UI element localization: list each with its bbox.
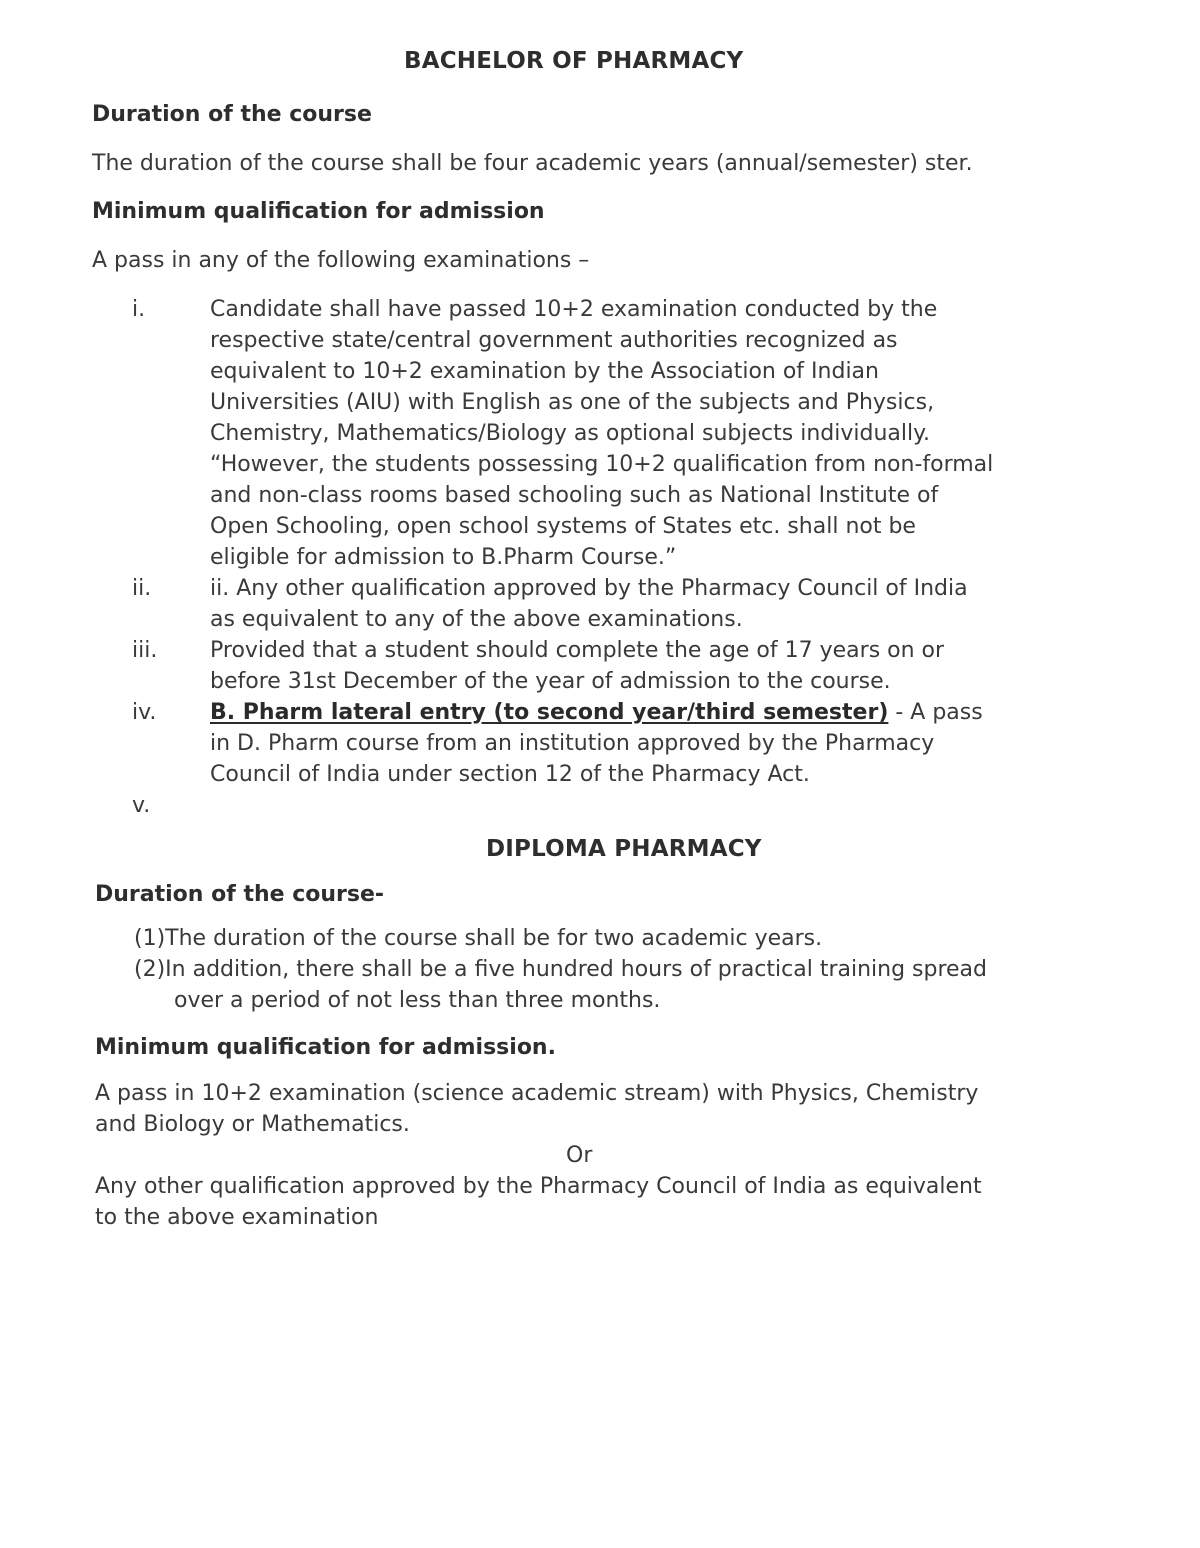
item-first-line	[210, 697, 1090, 728]
item-numeral: iii.	[132, 638, 158, 663]
qualification-line: A pass in 10+2 examination (science academic stream) with Physics, Chemistry	[95, 1081, 979, 1106]
dpharm-title: DIPLOMA PHARMACY	[486, 836, 762, 862]
item-line: ii. Any other qualification approved by the Pharmacy Council of India	[210, 576, 968, 601]
item-line: equivalent to 10+2 examination by the Association of Indian	[210, 359, 879, 384]
item-numeral: iv.	[132, 700, 157, 725]
item-numeral: v.	[132, 793, 151, 818]
item-line: “However, the students possessing 10+2 qualification from non-formal	[210, 452, 994, 477]
item-line: Open Schooling, open school systems of States etc. shall not be	[210, 514, 916, 539]
dpharm-duration-heading: Duration of the course-	[95, 882, 385, 907]
lateral-entry-heading: B. Pharm lateral entry (to second year/third semester)	[210, 700, 889, 725]
item-line: Chemistry, Mathematics/Biology as optional subjects individually.	[210, 421, 930, 446]
list-item	[210, 635, 1090, 697]
item-line: Candidate shall have passed 10+2 examination conducted by the	[210, 297, 938, 322]
bpharm-qualification-intro: A pass in any of the following examinations –	[92, 248, 590, 273]
bpharm-qualification-heading: Minimum qualification for admission	[92, 199, 545, 224]
duration-item: (2)In addition, there shall be a five hundred hours of practical training spread	[134, 957, 988, 982]
list-item	[210, 294, 1090, 573]
item-line: Provided that a student should complete the age of 17 years on or	[210, 638, 945, 663]
item-line: eligible for admission to B.Pharm Course.”	[210, 545, 677, 570]
item-numeral: i.	[132, 297, 146, 322]
item-numeral: ii.	[132, 576, 152, 601]
duration-item: (1)The duration of the course shall be for two academic years.	[134, 926, 823, 951]
item-line: before 31st December of the year of admission to the course.	[210, 669, 891, 694]
list-item	[210, 697, 1090, 790]
dpharm-qualification-heading: Minimum qualification for admission.	[95, 1035, 556, 1060]
item-line: Council of India under section 12 of the Pharmacy Act.	[210, 762, 810, 787]
list-item	[210, 573, 1090, 635]
bpharm-duration-heading: Duration of the course	[92, 102, 372, 127]
duration-item-continued: over a period of not less than three months.	[174, 988, 661, 1013]
bpharm-duration-text: The duration of the course shall be four academic years (annual/semester) ster.	[92, 151, 973, 176]
item-line: respective state/central government authorities recognized as	[210, 328, 898, 353]
lateral-entry-rest: - A pass	[888, 700, 983, 725]
item-line: as equivalent to any of the above examinations.	[210, 607, 743, 632]
bpharm-title: BACHELOR OF PHARMACY	[404, 48, 744, 74]
or-separator: Or	[566, 1143, 593, 1168]
item-line: Universities (AIU) with English as one of the subjects and Physics,	[210, 390, 935, 415]
item-line: in D. Pharm course from an institution approved by the Pharmacy	[210, 731, 935, 756]
item-line: and non-class rooms based schooling such as National Institute of	[210, 483, 939, 508]
alternative-line: Any other qualification approved by the Pharmacy Council of India as equivalent	[95, 1174, 982, 1199]
qualification-line: and Biology or Mathematics.	[95, 1112, 410, 1137]
alternative-line: to the above examination	[95, 1205, 379, 1230]
